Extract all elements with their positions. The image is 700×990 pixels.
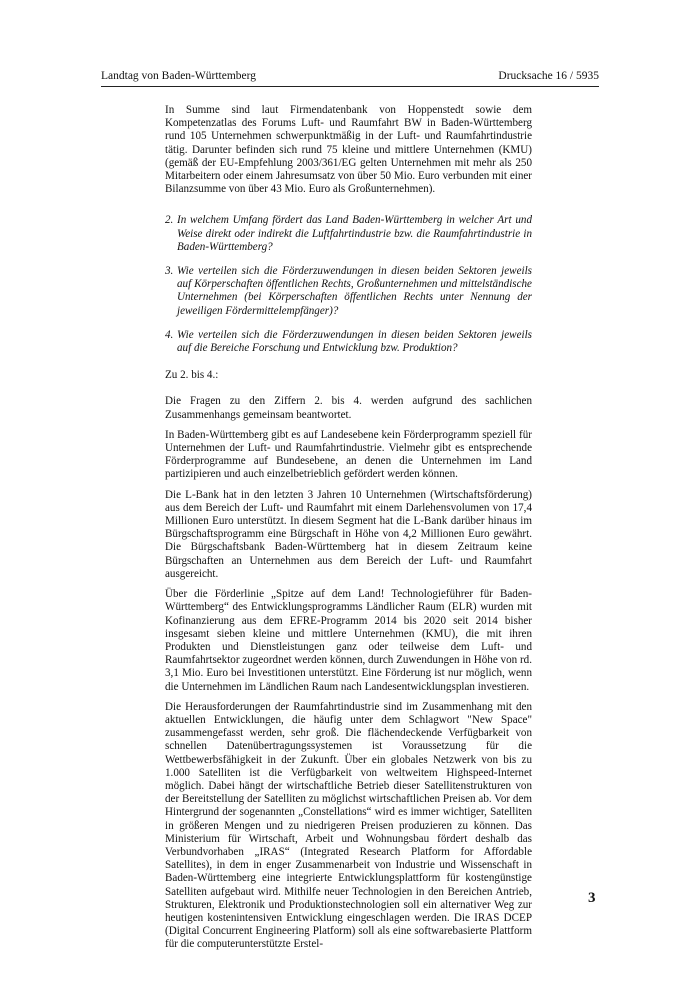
answer-paragraph: In Baden-Württemberg gibt es auf Landesebene kein Förderprogramm speziell für Unternehmen der Luft- und Raumfahrtindustrie. Vielmehr gibt es entsprechende Förderprogramme auf Bundesebene, an denen die Unternehmen im Land partizipieren und auch einzelbetrieblich gefördert werden können. (165, 428, 532, 481)
answer-paragraph: Die Fragen zu den Ziffern 2. bis 4. werden aufgrund des sachlichen Zusammenhangs gemeinsam beantwortet. (165, 395, 532, 421)
answer-paragraph: Über die Förderlinie „Spitze auf dem Land! Technologieführer für Baden-Württemberg“ des Entwicklungsprogramms Ländlicher Raum (ELR) wurden mit Kofinanzierung aus dem EFRE-Programm 2014 bis 2020 seit 2014 bisher insgesamt sieben kleine und mittlere Unternehmen (KMU), die mit ihren Produkten und Dienstleistungen ganz oder teilweise dem Luft- und Raumfahrtsektor zugeordnet werden können, durch Zuwendungen in Höhe von rd. 3,1 Mio. Euro bei Investitionen unterstützt. Eine Förderung ist nur möglich, wenn die Unternehmen im Ländlichen Raum nach Landesentwicklungsplan investieren. (165, 588, 532, 693)
question-4 (165, 329, 532, 355)
question-number: 2. (165, 214, 174, 227)
question-2 (165, 214, 532, 254)
question-text: In welchem Umfang fördert das Land Baden-Württemberg in welcher Art und Weise direkt oder indirekt die Luftfahrtindustrie bzw. die Raumfahrtindustrie in Baden-Württemberg? (177, 214, 532, 253)
question-text: Wie verteilen sich die Förderzuwendungen in diesen beiden Sektoren jeweils auf die Bereiche Forschung und Entwicklung bzw. Produktion? (177, 328, 532, 355)
question-number: 4. (165, 328, 174, 341)
answer-heading: Zu 2. bis 4.: (165, 369, 219, 382)
header-left-title: Landtag von Baden-Württemberg (101, 70, 256, 82)
question-text: Wie verteilen sich die Förderzuwendungen in diesen beiden Sektoren jeweils auf Körperschaften öffentlichen Rechts, Großunternehmen und mittelständische Unternehmen (bei Körperschaften öffentlichen Rechts unter Nennung der jeweiligen Fördermittelempfänger)? (177, 265, 532, 317)
answer-paragraph: Die L-Bank hat in den letzten 3 Jahren 10 Unternehmen (Wirtschaftsförderung) aus dem Bereich der Luft- und Raumfahrt mit einem Darlehensvolumen von 17,4 Millionen Euro unterstützt. In diesem Segment hat die L-Bank darüber hinaus im Bürgschaftsprogramm eine Bürgschaft in Höhe von 4,2 Millionen Euro gewährt. Die Bürgschaftsbank Baden-Württemberg hat in diesem Zeitraum keine Bürgschaften an Unternehmen aus dem Bereich der Luft- und Raumfahrt ausgereicht. (165, 488, 532, 580)
header-divider (101, 86, 599, 87)
header-document-number: Drucksache 16 / 5935 (498, 70, 599, 82)
question-number: 3. (165, 265, 174, 278)
intro-paragraph: In Summe sind laut Firmendatenbank von Hoppenstedt sowie dem Kompetenzatlas des Forums Luft- und Raumfahrt BW in Baden-Württemberg rund 105 Unternehmen schwerpunktmäßig in der Luft- und Raumfahrtindustrie tätig. Darunter befinden sich rund 75 kleine und mittlere Unternehmen (KMU) (gemäß der EU-Empfehlung 2003/361/EG gelten Unternehmen mit mehr als 250 Mitarbeitern oder einem Jahresumsatz von über 50 Mio. Euro verbunden mit einer Bilanzsumme von über 43 Mio. Euro als Großunternehmen). (165, 104, 532, 196)
question-3 (165, 265, 532, 318)
running-header (101, 70, 599, 82)
page-number: 3 (588, 890, 596, 906)
document-body (165, 104, 532, 959)
answer-paragraph: Die Herausforderungen der Raumfahrtindustrie sind im Zusammenhang mit den aktuellen Entwicklungen, die häufig unter dem Schlagwort "New Space" zusammengefasst werden, sehr groß. Die flächendeckende Verfügbarkeit von schnellen Datenübertragungssystemen ist Voraussetzung für die Wettbewerbsfähigkeit in der Zukunft. Über ein globales Netzwerk von bis zu 1.000 Satelliten ist die Verfügbarkeit von weltweitem Highspeed-Internet möglich. Dabei hängt der wirtschaftliche Betrieb dieser Satellitenstrukturen von der Bereitstellung der Satelliten zu möglichst wirtschaftlichen Preisen ab. Vor dem Hintergrund der sogenannten „Constellations“ wird es immer wichtiger, Satelliten in größeren Mengen und zu niedrigeren Preisen produzieren zu können. Das Ministerium für Wirtschaft, Arbeit und Wohnungsbau fördert deshalb das Verbundvorhaben „IRAS“ (Integrated Research Platform for Affordable Satellites), in dem in enger Zusammenarbeit von Industrie und Wissenschaft in Baden-Württemberg eine integrierte Entwicklungsplattform für kostengünstige Satelliten aufgebaut wird. Mithilfe neuer Technologien in den Bereichen Antrieb, Strukturen, Elektronik und Produktionstechnologien soll ein alternativer Weg zur heutigen kostenintensiven Entwicklung eingeschlagen werden. Die IRAS DCEP (Digital Concurrent Engineering Platform) soll als eine softwarebasierte Plattform für die computerunterstützte Erstel- (165, 700, 532, 951)
